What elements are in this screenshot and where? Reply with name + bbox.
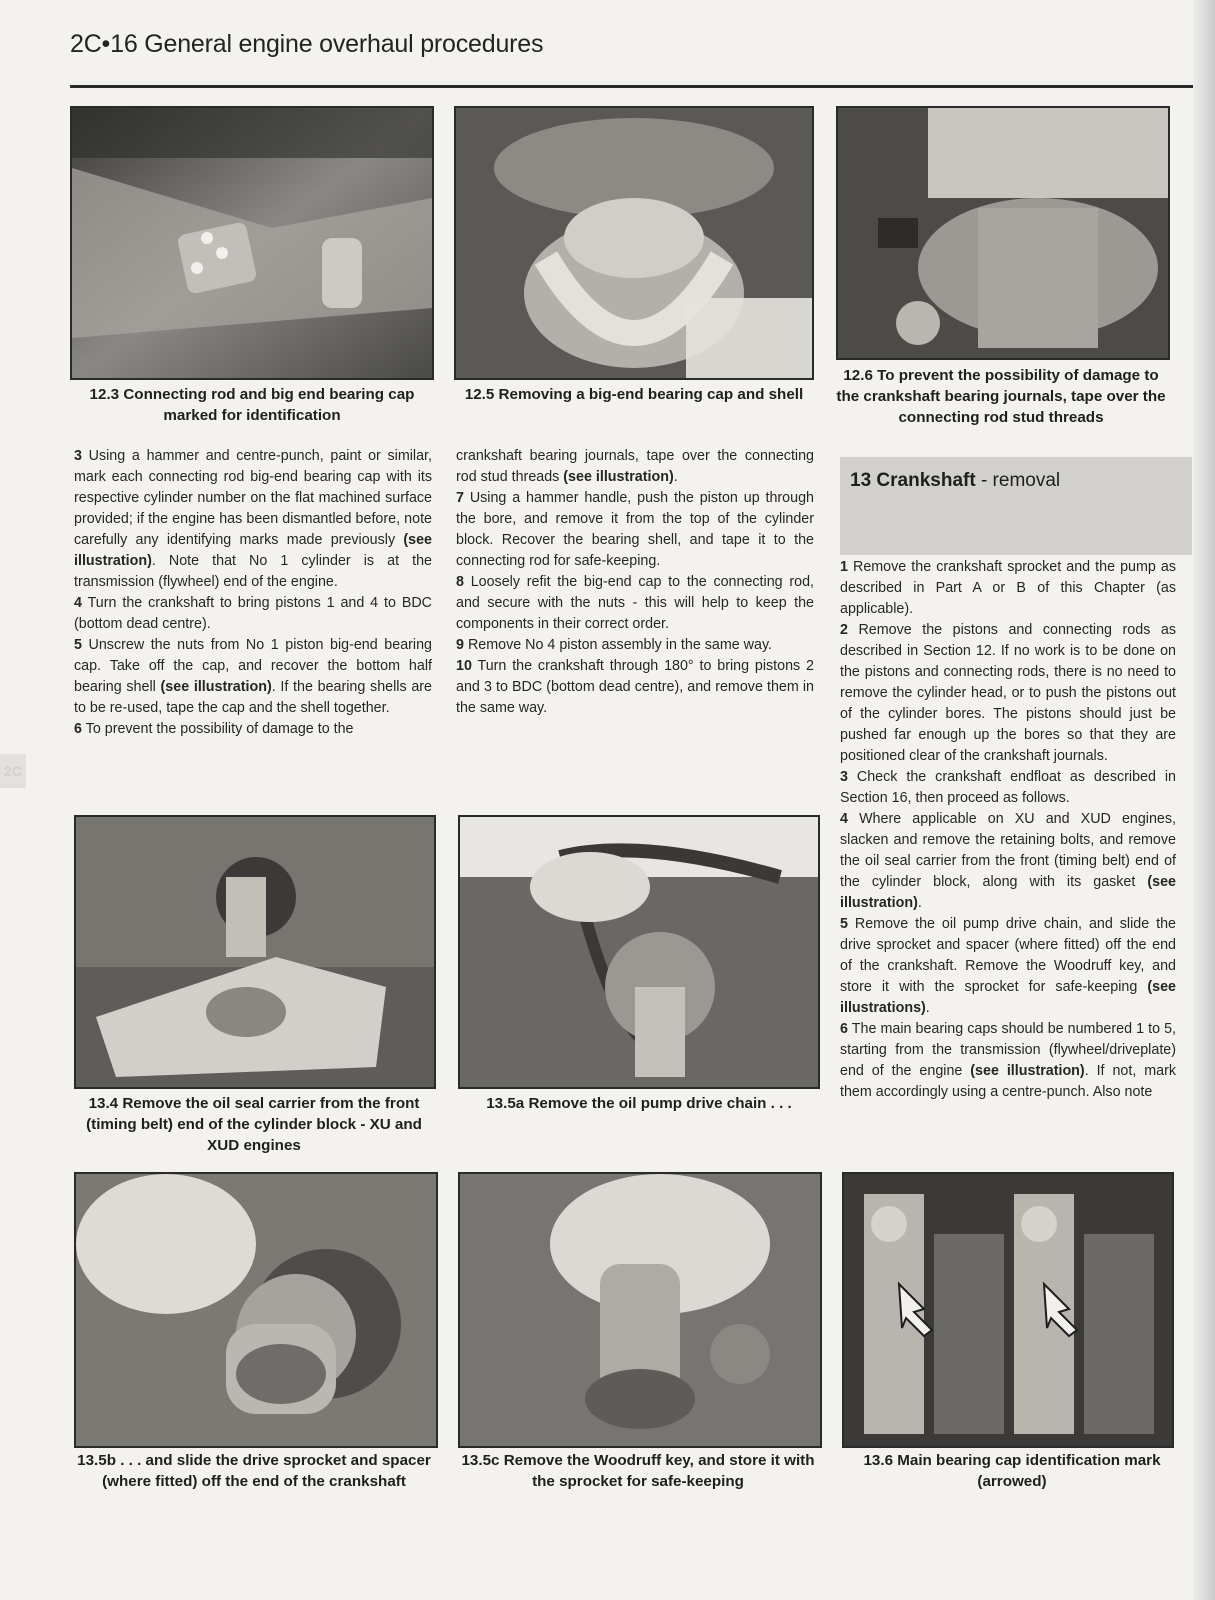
header-rule [70, 85, 1193, 88]
paragraph-8: 8 Loosely refit the big-end cap to the connecting rod, and secure with the nuts - this will help to keep the components in their correct order. [456, 574, 814, 632]
photo-13-4 [74, 815, 436, 1089]
section13-paragraph-6: 6 The main bearing caps should be numbered 1 to 5, starting from the transmission (flywheel/driveplate) end of the engine (see illustration). If not, mark them accordingly using a centre-punch. Also note [840, 1021, 1176, 1100]
section13-paragraph-4: 4 Where applicable on XU and XUD engines, slacken and remove the retaining bolts, and remove the oil seal carrier from the front (timing belt) end of the cylinder block, along with its gasket (see illustration). [840, 811, 1176, 911]
caption-13-5c: 13.5c Remove the Woodruff key, and store it with the sprocket for safe-keeping [461, 1452, 815, 1490]
paragraph-9: 9 Remove No 4 piston assembly in the same way. [456, 637, 773, 653]
photo-13-6 [842, 1172, 1174, 1448]
photo-13-5c [458, 1172, 822, 1448]
section-heading: 13 Crankshaft - removal [850, 470, 1061, 491]
photo-13-5b [74, 1172, 438, 1448]
photo-icon [72, 108, 432, 378]
caption-13-5a: 13.5a Remove the oil pump drive chain . . . [486, 1095, 792, 1112]
section13-paragraph-1: 1 Remove the crankshaft sprocket and the pump as described in Part A or B of this Chapter (as applicable). [840, 559, 1176, 617]
photo-12-5 [454, 106, 814, 380]
caption-12-3: 12.3 Connecting rod and big end bearing cap marked for identification [89, 386, 415, 424]
paragraph-6: 6 To prevent the possibility of damage to the [74, 721, 354, 737]
paragraph-5: 5 Unscrew the nuts from No 1 piston big-end bearing cap. Take off the cap, and recover the bottom half bearing shell (see illustration). If the bearing shells are to be re-used, tape the cap and the shell together. [74, 637, 432, 716]
page-header: 2C•16 General engine overhaul procedures [70, 30, 544, 58]
photo-icon [844, 1174, 1172, 1446]
section13-paragraph-2: 2 Remove the pistons and connecting rods as described in Section 12. If no work is to be done on the pistons and connecting rods, there is no need to remove the cylinder head, or to push the pistons out of the cylinder bores. The pistons should just be pushed far enough up the bores so that they are positioned clear of the crankshaft journals. [840, 622, 1176, 764]
photo-12-3 [70, 106, 434, 380]
paragraph-10: 10 Turn the crankshaft through 180° to bring pistons 2 and 3 to BDC (bottom dead centre), and remove them in the same way. [456, 658, 814, 716]
text-column-1 [74, 446, 432, 740]
photo-icon [460, 817, 818, 1087]
section13-paragraph-3: 3 Check the crankshaft endfloat as described in Section 16, then proceed as follows. [840, 769, 1176, 806]
paragraph-6-continued: crankshaft bearing journals, tape over the connecting rod stud threads (see illustration). [456, 448, 814, 485]
photo-icon [76, 1174, 436, 1446]
photo-12-6 [836, 106, 1170, 360]
caption-13-5b: 13.5b . . . and slide the drive sprocket and spacer (where fitted) off the end of the crankshaft [77, 1452, 431, 1490]
photo-icon [460, 1174, 820, 1446]
photo-icon [456, 108, 812, 378]
caption-13-6: 13.6 Main bearing cap identification mark (arrowed) [863, 1452, 1161, 1490]
caption-13-4: 13.4 Remove the oil seal carrier from the front (timing belt) end of the cylinder block - XU and XUD engines [86, 1095, 422, 1154]
text-column-3 [840, 557, 1176, 1103]
caption-12-5: 12.5 Removing a big-end bearing cap and shell [464, 386, 804, 403]
photo-icon [838, 108, 1168, 358]
paragraph-4: 4 Turn the crankshaft to bring pistons 1 and 4 to BDC (bottom dead centre). [74, 595, 433, 632]
caption-12-6: 12.6 To prevent the possibility of damage to the crankshaft bearing journals, tape over the connecting rod stud threads [836, 367, 1166, 426]
section13-paragraph-5: 5 Remove the oil pump drive chain, and slide the drive sprocket and spacer (where fitted) off the end of the crankshaft. Remove the Woodruff key, and store it with the sprocket for safe-keeping (see illustrations). [840, 916, 1176, 1016]
paragraph-7: 7 Using a hammer handle, push the piston up through the bore, and remove it from the top of the cylinder block. Recover the bearing shell, and tape it to the connecting rod for safe-keeping. [456, 490, 814, 569]
photo-13-5a [458, 815, 820, 1089]
paragraph-3: 3 Using a hammer and centre-punch, paint or similar, mark each connecting rod big-end bearing cap with its respective cylinder number on the flat machined surface provided; if the engine has been dismantled before, note carefully any identifying marks made previously (see illustration). Note that No 1 cylinder is at the transmission (flywheel) end of the engine. [74, 448, 432, 590]
page-edge-shadow [1193, 0, 1215, 1600]
photo-icon [76, 817, 434, 1087]
text-column-2 [456, 446, 814, 719]
chapter-side-tab: 2C [0, 754, 26, 788]
